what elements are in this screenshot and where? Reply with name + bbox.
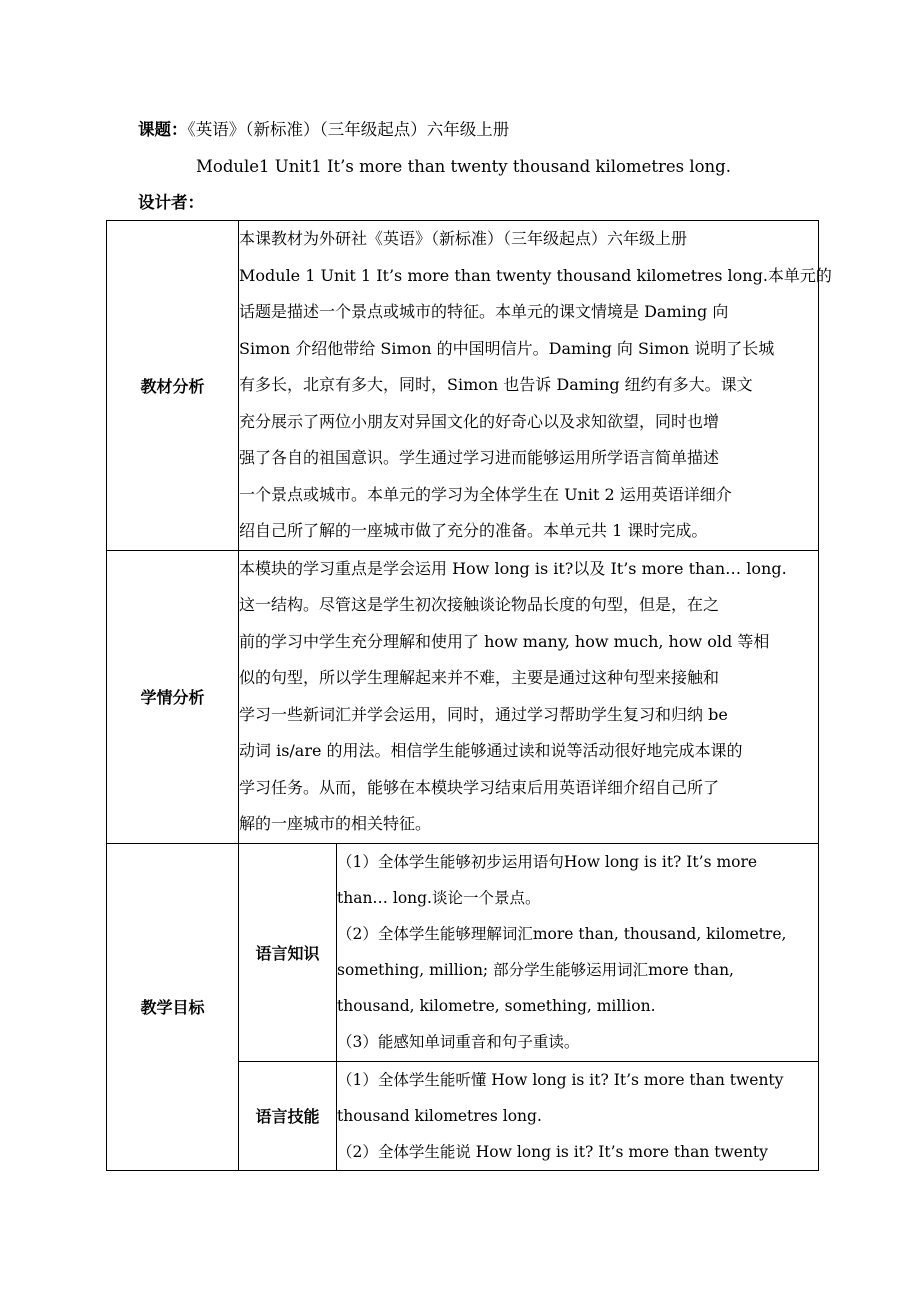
text-line: 这一结构。尽管这是学生初次接触谈论物品长度的句型，但是，在之 — [239, 595, 720, 614]
text-line: something, million; 部分学生能够运用词汇more than, — [337, 960, 734, 979]
text-line: 似的句型，所以学生理解起来并不难，主要是通过这种句型来接触和 — [239, 668, 720, 687]
language-knowledge-label: 语言知识 — [239, 843, 337, 1061]
language-skills-content — [337, 1061, 819, 1170]
language-knowledge-content — [337, 843, 819, 1061]
text-line: Module 1 Unit 1 It’s more than twenty thousand kilometres long.本单元的 — [239, 265, 832, 285]
text-line: （1）全体学生能听懂 How long is it? It’s more than twenty — [337, 1070, 784, 1089]
text-line: 学习任务。从而，能够在本模块学习结束后用英语详细介绍自己所了 — [239, 777, 720, 797]
text-line: 充分展示了两位小朋友对异国文化的好奇心以及求知欲望，同时也增 — [239, 411, 720, 431]
text-line: （1）全体学生能够初步运用语句How long is it? It’s more — [337, 852, 758, 871]
text-line: 本课教材为外研社《英语》（新标准）（三年级起点）六年级上册 — [239, 229, 688, 248]
student-analysis-row — [107, 550, 819, 843]
text-line: 话题是描述一个景点或城市的特征。本单元的课文情境是 Daming 向 — [239, 302, 729, 321]
textbook-analysis-label: 教材分析 — [107, 221, 239, 551]
text-line: 本模块的学习重点是学会运用 How long is it?以及 It’s more than… long. — [239, 558, 787, 578]
text-line: thousand kilometres long. — [337, 1106, 542, 1125]
module-title: Module1 Unit1 It’s more than twenty thousand kilometres long. — [196, 157, 731, 176]
topic-value: 《英语》（新标准）（三年级起点）六年级上册 — [187, 120, 510, 139]
designer-label: 设计者： — [138, 193, 204, 212]
text-line: 绍自己所了解的一座城市做了充分的准备。本单元共 1 课时完成。 — [239, 521, 708, 540]
textbook-analysis-content — [239, 221, 832, 551]
language-skills-label: 语言技能 — [239, 1061, 337, 1170]
text-line: （2）全体学生能说 How long is it? It’s more than twenty — [337, 1142, 768, 1161]
text-line: 有多长，北京有多大，同时，Simon 也告诉 Daming 纽约有多大。课文 — [239, 375, 753, 394]
text-line: （3）能感知单词重音和句子重读。 — [337, 1032, 580, 1051]
lesson-plan-table — [106, 220, 832, 1171]
language-knowledge-row — [107, 843, 819, 1061]
text-line: （2）全体学生能够理解词汇more than, thousand, kilometre, — [337, 924, 787, 943]
designer-line — [138, 192, 204, 214]
text-line: 强了各自的祖国意识。学生通过学习进而能够运用所学语言简单描述 — [239, 448, 720, 467]
topic-line — [138, 119, 509, 141]
text-line: 前的学习中学生充分理解和使用了 how many, how much, how old 等相 — [239, 631, 770, 651]
textbook-analysis-row — [107, 221, 819, 551]
text-line: 学习一些新词汇并学会运用，同时，通过学习帮助学生复习和归纳 be — [239, 704, 728, 724]
text-line: than… long.谈论一个景点。 — [337, 888, 541, 907]
teaching-goals-label: 教学目标 — [107, 843, 239, 1170]
text-line: 一个景点或城市。本单元的学习为全体学生在 Unit 2 运用英语详细介 — [239, 484, 732, 504]
text-line: Simon 介绍他带给 Simon 的中国明信片。Daming 向 Simon 说明了长城 — [239, 338, 775, 358]
topic-label: 课题： — [138, 120, 188, 139]
student-analysis-content — [239, 550, 819, 843]
text-line: 动词 is/are 的用法。相信学生能够通过读和说等活动很好地完成本课的 — [239, 741, 743, 760]
text-line: 解的一座城市的相关特征。 — [239, 814, 432, 833]
student-analysis-label: 学情分析 — [107, 550, 239, 843]
text-line: thousand, kilometre, something, million. — [337, 996, 656, 1015]
